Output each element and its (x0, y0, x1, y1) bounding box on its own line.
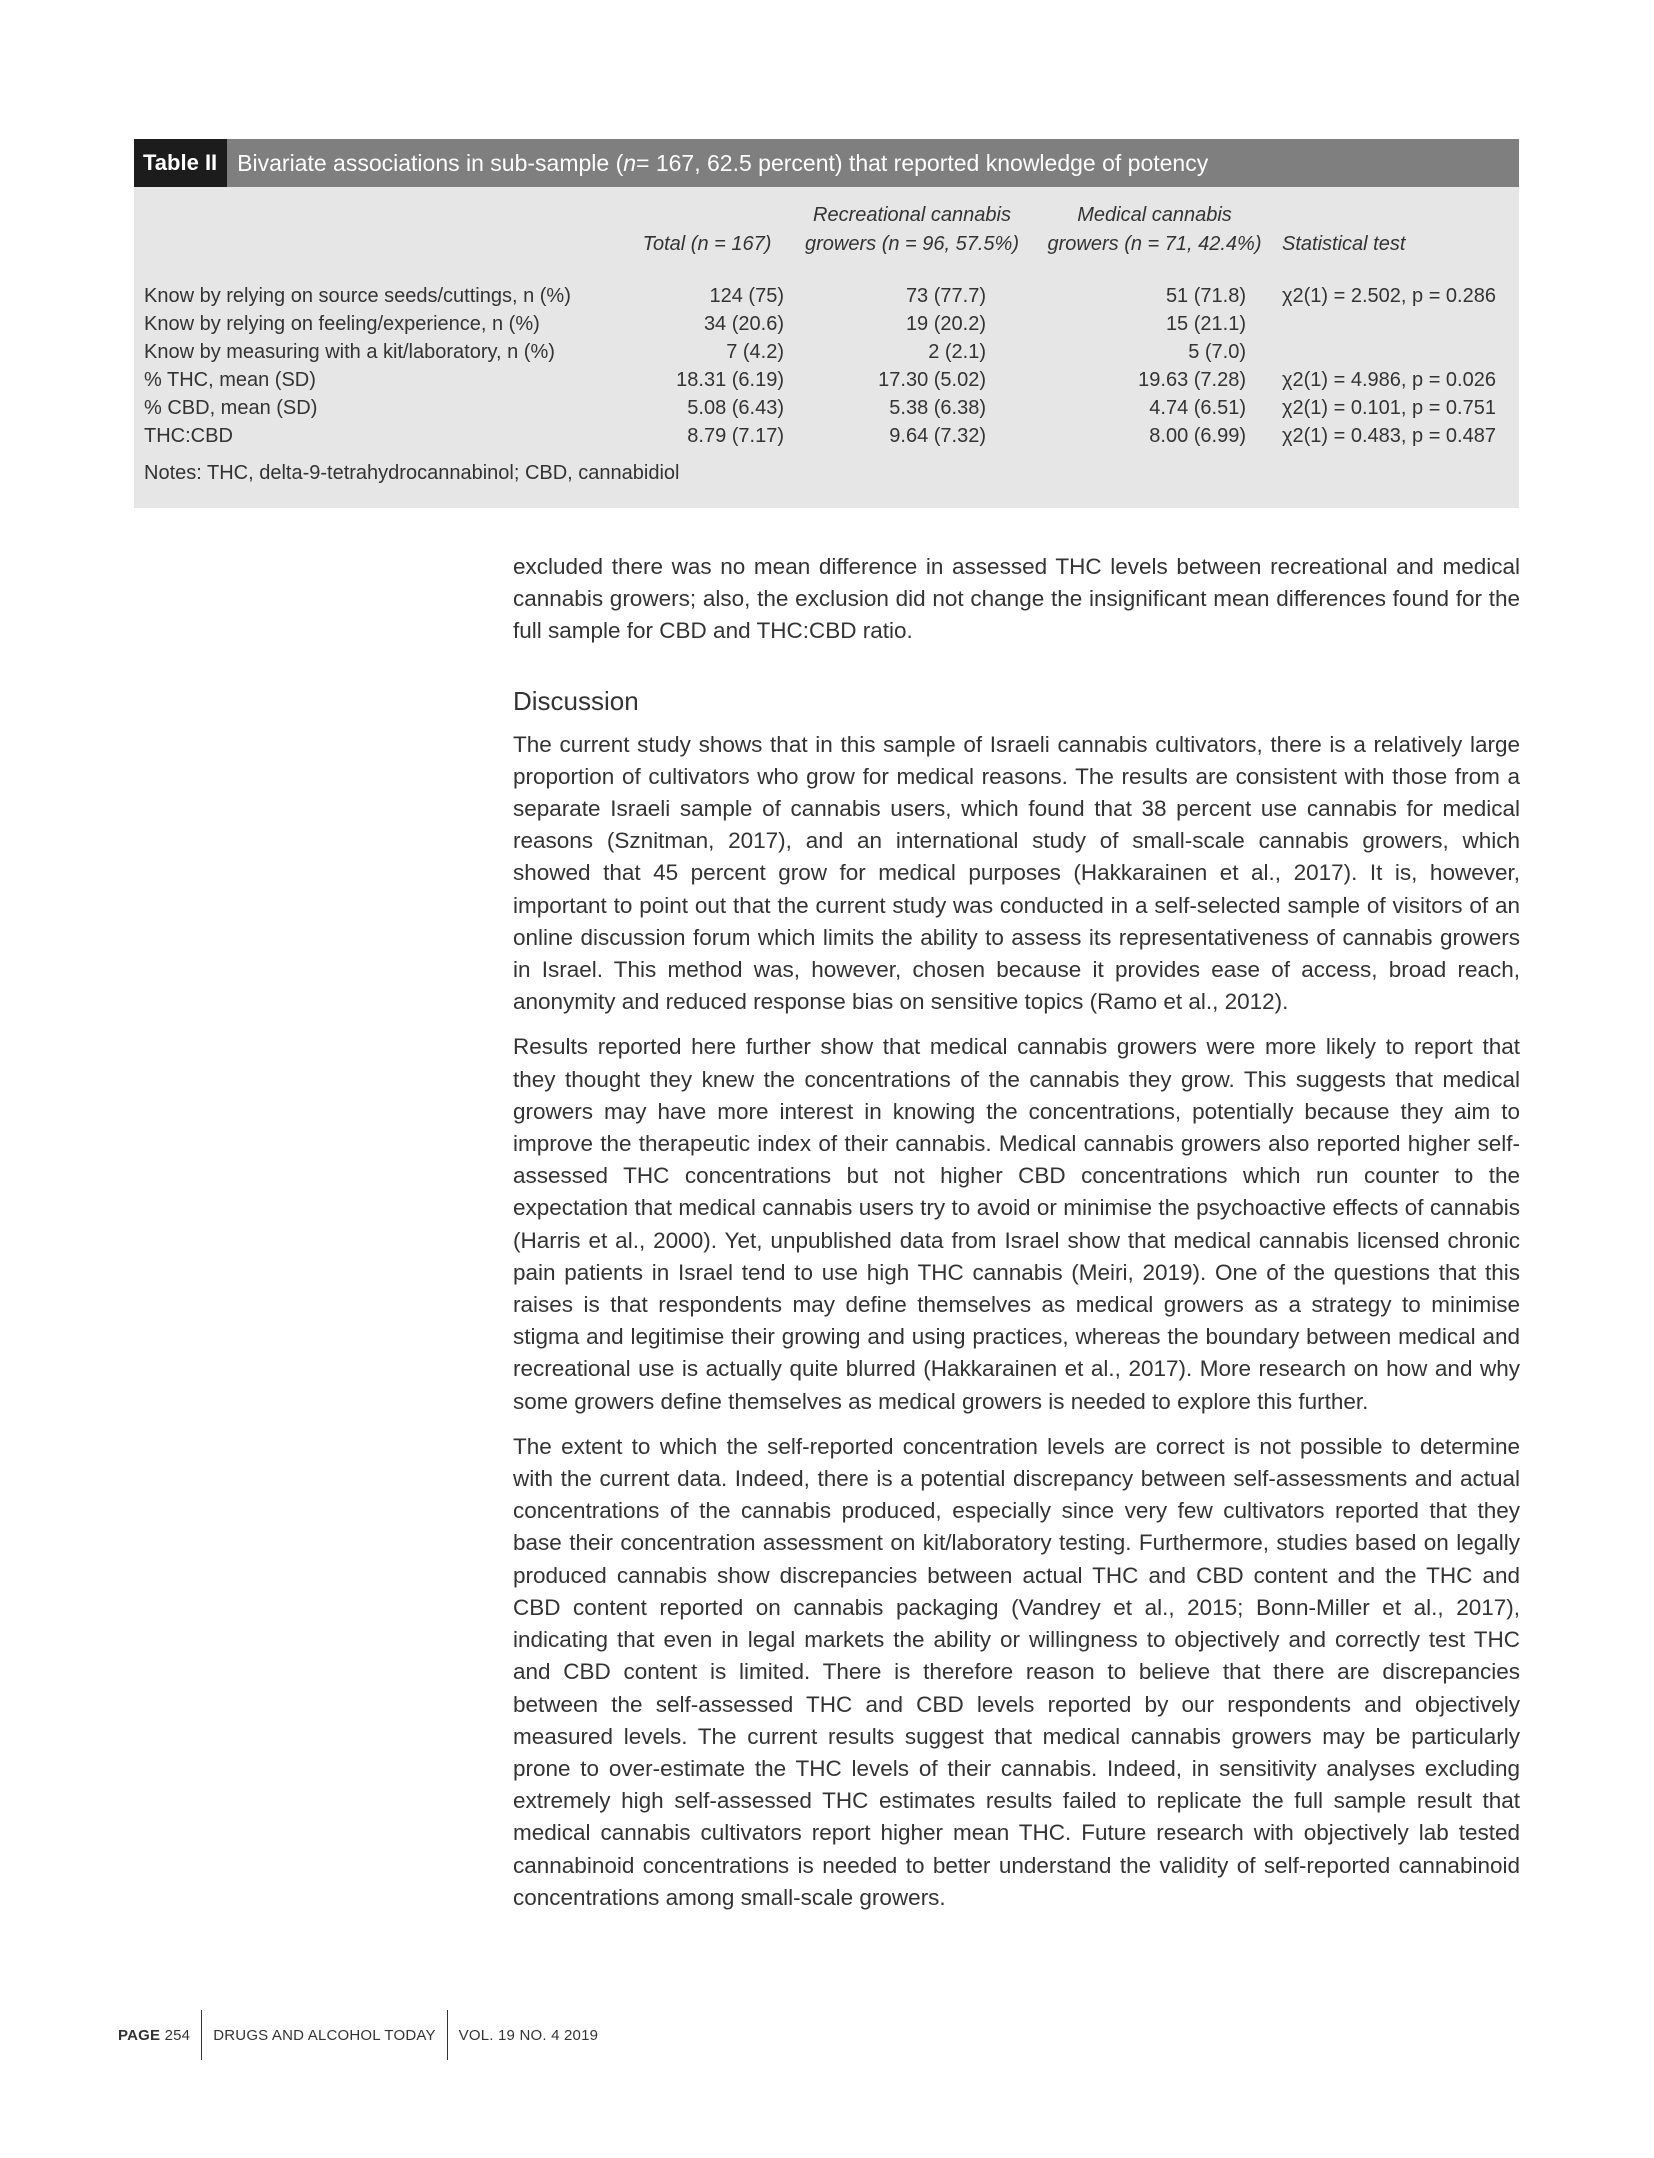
cell-test: χ2(1) = 0.483, p = 0.487 (1282, 425, 1496, 447)
cell-medical: 19.63 (7.28) (1138, 369, 1246, 391)
cell-recreational: 73 (77.7) (905, 285, 986, 307)
cell-total: 18.31 (6.19) (676, 369, 784, 391)
page-label: PAGE (118, 2026, 161, 2044)
col-header-med-line1: Medical cannabis (1077, 204, 1232, 226)
col-header-test-text: Statistical test (1282, 233, 1406, 255)
cell-test: χ2(1) = 2.502, p = 0.286 (1282, 285, 1496, 307)
row-label: THC:CBD (144, 425, 233, 447)
row-label: % CBD, mean (SD) (144, 397, 318, 419)
page-footer (118, 2010, 598, 2060)
body-column (513, 551, 1520, 1914)
table-caption (227, 150, 1208, 177)
cell-recreational: 19 (20.2) (905, 313, 986, 335)
table-notes (144, 462, 679, 485)
cell-medical: 15 (21.1) (1165, 313, 1246, 335)
row-label: % THC, mean (SD) (144, 369, 316, 391)
table-ii (134, 139, 1519, 508)
page-number (118, 2027, 190, 2044)
col-header-total (622, 230, 792, 259)
cell-total: 8.79 (7.17) (687, 425, 784, 447)
journal-name: DRUGS AND ALCOHOL TODAY (213, 2026, 436, 2044)
table-caption-pre: Bivariate associations in sub-sample ( (237, 149, 624, 176)
table-caption-n: n (623, 149, 637, 176)
cell-total: 7 (4.2) (726, 341, 784, 363)
col-header-total-text: Total (n = 167) (642, 233, 772, 255)
cell-total: 124 (75) (709, 285, 784, 307)
row-label: Know by relying on feeling/experience, n (%) (144, 313, 540, 335)
cell-medical: 4.74 (6.51) (1149, 397, 1246, 419)
cell-recreational: 9.64 (7.32) (889, 425, 986, 447)
table-caption-post: = 167, 62.5 percent) that reported knowledge of potency (636, 149, 1209, 176)
volume-info: VOL. 19 NO. 4 2019 (458, 2026, 599, 2044)
col-header-rec-line2: growers (n = 96, 57.5%) (805, 233, 1019, 255)
cell-recreational: 5.38 (6.38) (889, 397, 986, 419)
paragraph: The current study shows that in this sample of Israeli cannabis cultivators, there is a relatively large proportion of cultivators who grow for medical reasons. The results are consistent with those from a separate Israeli sample of cannabis users, which found that 38 percent use cannabis for medical reasons (Sznitman, 2017), and an international study of small-scale cannabis growers, which showed that 45 percent grow for medical purposes (Hakkarainen et al., 2017). It is, however, important to point out that the current study was conducted in a self-selected sample of visitors of an online discussion forum which limits the ability to assess its representativeness of cannabis growers in Israel. This method was, however, chosen because it provides ease of access, broad reach, anonymity and reduced response bias on sensitive topics (Ramo et al., 2012). (513, 731, 1520, 1015)
table-notes-text: THC, delta-9-tetrahydrocannabinol; CBD, cannabidiol (201, 462, 680, 484)
cell-test: χ2(1) = 0.101, p = 0.751 (1282, 397, 1496, 419)
table-header-bar (134, 139, 1519, 187)
cell-recreational: 2 (2.1) (928, 341, 986, 363)
row-label: Know by relying on source seeds/cuttings, n (%) (144, 285, 571, 307)
page-number-value: 254 (164, 2026, 191, 2044)
table-notes-label: Notes: (144, 462, 202, 484)
cell-total: 34 (20.6) (703, 313, 784, 335)
footer-divider (201, 2010, 202, 2060)
cell-medical: 5 (7.0) (1188, 341, 1246, 363)
footer-divider (447, 2010, 448, 2060)
paragraph: Results reported here further show that medical cannabis growers were more likely to report that they thought they knew the concentrations of the cannabis they grow. This suggests that medical growers may have more interest in knowing the concentrations, potentially because they aim to improve the therapeutic index of their cannabis. Medical cannabis growers also reported higher self-assessed THC concentrations but not higher CBD concentrations which run counter to the expectation that medical cannabis users try to avoid or minimise the psychoactive effects of cannabis (Harris et al., 2000). Yet, unpublished data from Israel show that medical cannabis licensed chronic pain patients in Israel tend to use high THC cannabis (Meiri, 2019). One of the questions that this raises is that respondents may define themselves as medical growers as a strategy to minimise stigma and legitimise their growing and using practices, whereas the boundary between medical and recreational use is actually quite blurred (Hakkarainen et al., 2017). More research on how and why some growers define themselves as medical growers is needed to explore this further. (513, 1034, 1520, 1414)
table-label: Table II (134, 139, 227, 187)
col-header-rec-line1: Recreational cannabis (813, 204, 1011, 226)
cell-test: χ2(1) = 4.986, p = 0.026 (1282, 369, 1496, 391)
col-header-medical (1027, 201, 1282, 259)
col-header-med-line2: growers (n = 71, 42.4%) (1047, 233, 1262, 255)
section-heading-discussion: Discussion (513, 685, 639, 716)
col-header-test (1282, 230, 1442, 259)
paragraph: The extent to which the self-reported concentration levels are correct is not possible to determine with the current data. Indeed, there is a potential discrepancy between self-assessments and actual concentrations of the cannabis produced, especially since very few cultivators reported that they base their concentration assessment on kit/laboratory testing. Furthermore, studies based on legally produced cannabis show discrepancies between actual THC and CBD content and the THC and CBD content reported on cannabis packaging (Vandrey et al., 2015; Bonn-Miller et al., 2017), indicating that even in legal markets the ability or willingness to objectively and correctly test THC and CBD content is limited. There is therefore reason to believe that there are discrepancies between the self-assessed THC and CBD levels reported by our respondents and objectively measured levels. The current results suggest that medical cannabis growers may be particularly prone to over-estimate the THC levels of their cannabis. Indeed, in sensitivity analyses excluding extremely high self-assessed THC estimates results failed to replicate the full sample result that medical cannabis cultivators report higher mean THC. Future research with objectively lab tested cannabinoid concentrations is needed to better understand the validity of self-reported cannabinoid concentrations among small-scale growers. (513, 1433, 1520, 1910)
cell-total: 5.08 (6.43) (687, 397, 784, 419)
paragraph-intro: excluded there was no mean difference in assessed THC levels between recreational and medical cannabis growers; also, the exclusion did not change the insignificant mean differences found for the full sample for CBD and THC:CBD ratio. (513, 554, 1520, 644)
col-header-recreational (777, 201, 1047, 259)
cell-recreational: 17.30 (5.02) (878, 369, 986, 391)
row-label: Know by measuring with a kit/laboratory, n (%) (144, 341, 555, 363)
cell-medical: 8.00 (6.99) (1149, 425, 1246, 447)
cell-medical: 51 (71.8) (1165, 285, 1246, 307)
